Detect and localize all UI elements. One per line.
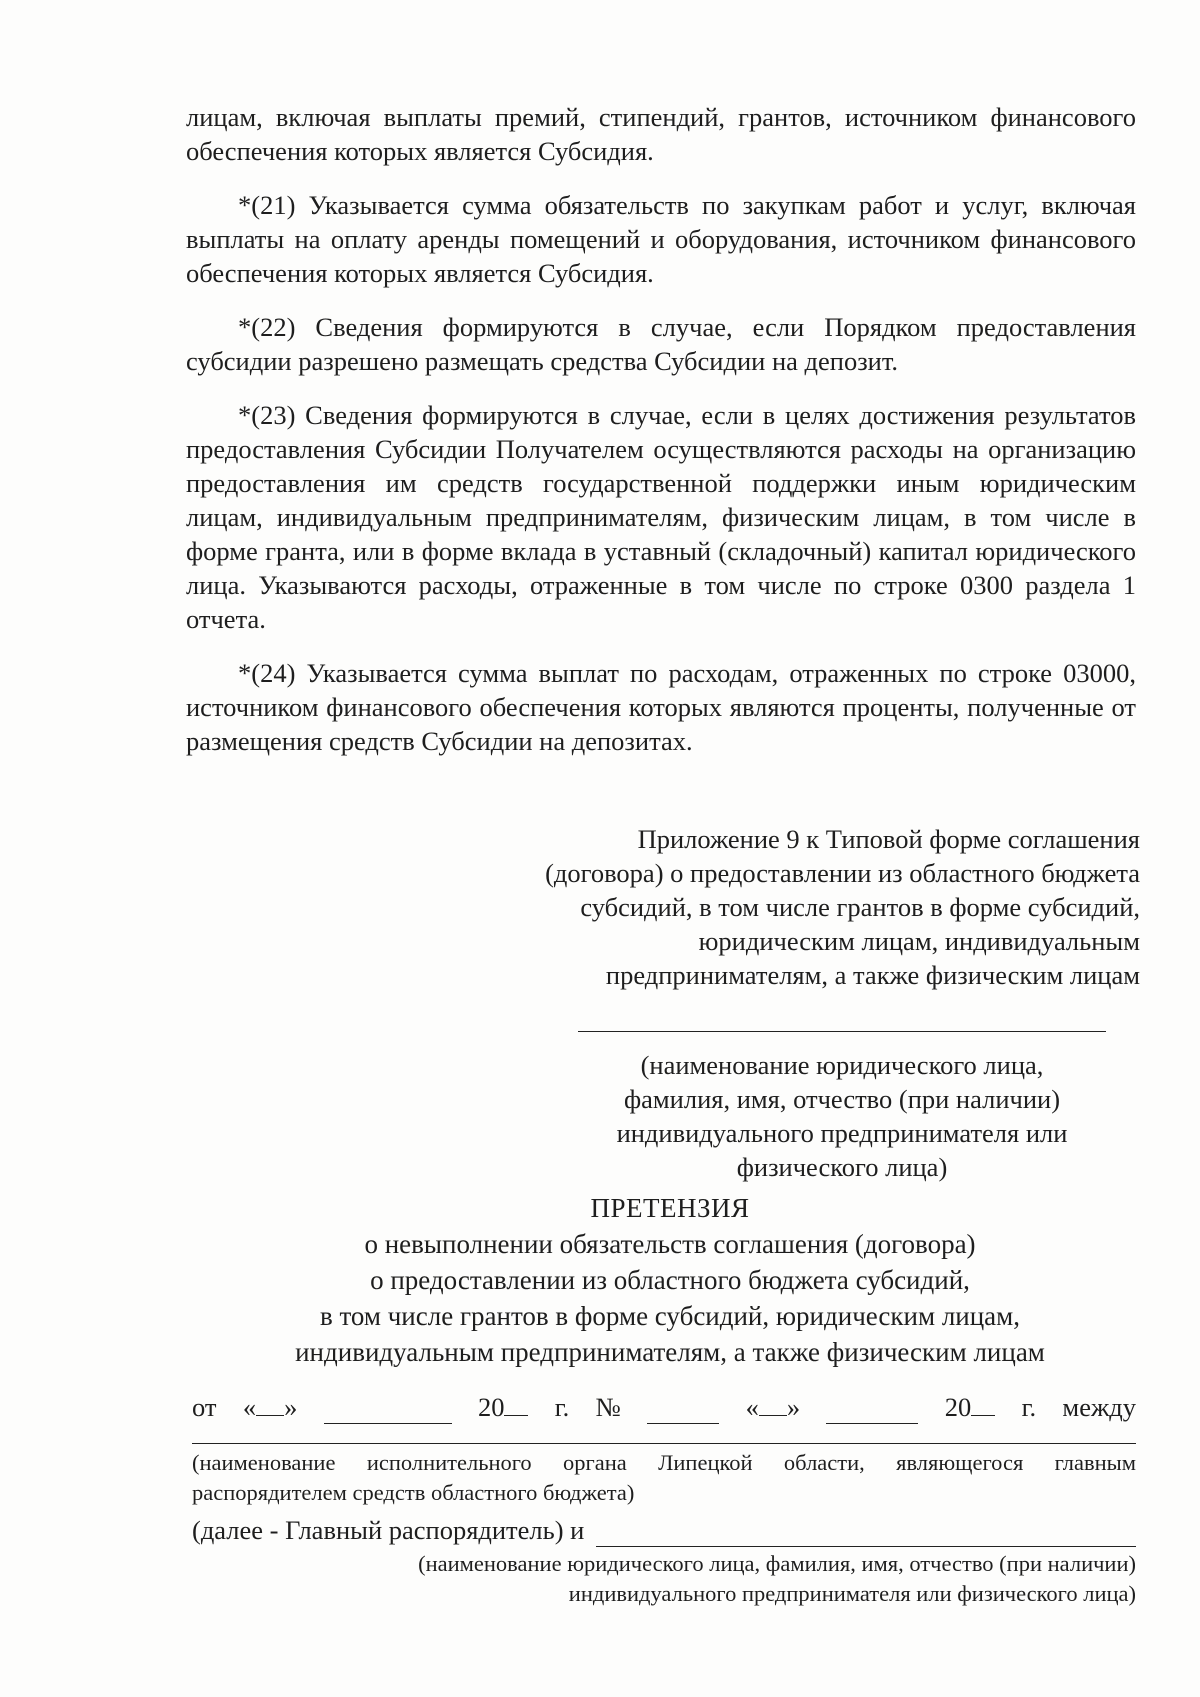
footnote-23: *(23) Сведения формируются в случае, если в целях достижения результатов предоставления Субсидии Получателем осуществляются расходы на организацию предоставления им средств государственной поддержки иным юридическим лицам, индивидуальным предпринимателям, физическим лицам, в том числе в форме гранта, или в форме вклада в уставный (складочный) капитал юридического лица. Указываются расходы, отраженные в том числе по строке 0300 раздела 1 отчета. bbox=[186, 400, 1136, 634]
quote-close: » bbox=[786, 1392, 801, 1422]
year-blank bbox=[504, 1391, 528, 1416]
claim-title bbox=[240, 1190, 1100, 1370]
year-prefix: 20 bbox=[944, 1392, 972, 1422]
year-blank bbox=[971, 1391, 995, 1416]
party-label: (далее - Главный распорядитель) и bbox=[192, 1515, 585, 1545]
year-field[interactable] bbox=[478, 1390, 529, 1424]
appendix-line: юридическим лицам, индивидуальным bbox=[698, 926, 1140, 956]
year-suffix-2: г. bbox=[1021, 1392, 1037, 1422]
recipient-name-line bbox=[578, 1031, 1106, 1032]
from-label: от bbox=[192, 1392, 217, 1422]
quote-close: » bbox=[284, 1392, 298, 1422]
footnote-24: *(24) Указывается сумма выплат по расходам, отраженных по строке 03000, источником финансового обеспечения которых являются проценты, полученные от размещения средств Субсидии на депозитах. bbox=[186, 658, 1136, 756]
quote-open: « bbox=[242, 1392, 257, 1422]
claim-heading: ПРЕТЕНЗИЯ bbox=[590, 1193, 750, 1223]
appendix-line: предпринимателям, а также физическим лицам bbox=[605, 960, 1140, 990]
party-row bbox=[192, 1513, 1136, 1547]
between-label: между bbox=[1062, 1392, 1136, 1422]
recipient-caption bbox=[578, 1048, 1106, 1184]
appendix-line: Приложение 9 к Типовой форме соглашения bbox=[637, 824, 1140, 854]
appendix-line: (договора) о предоставлении из областного бюджета bbox=[545, 858, 1140, 888]
recipient-caption-line: (наименование юридического лица, bbox=[640, 1050, 1044, 1080]
party-name-blank[interactable] bbox=[596, 1522, 1136, 1547]
day-field[interactable] bbox=[243, 1390, 298, 1424]
number-sign: № bbox=[595, 1392, 621, 1422]
claim-subtitle-line: индивидуальным предпринимателям, а также физическим лицам bbox=[295, 1337, 1045, 1367]
appendix-line: субсидий, в том числе грантов в форме субсидий, bbox=[580, 892, 1140, 922]
day-blank bbox=[759, 1391, 787, 1416]
appendix-header bbox=[440, 822, 1140, 992]
recipient-caption-line: физического лица) bbox=[736, 1152, 948, 1182]
claim-subtitle-line: о невыполнении обязательств соглашения (договора) bbox=[364, 1229, 976, 1259]
party-caption-line: (наименование юридического лица, фамилия, имя, отчество (при наличии) bbox=[418, 1551, 1136, 1576]
claim-subtitle-line: о предоставлении из областного бюджета субсидий, bbox=[370, 1265, 970, 1295]
year-suffix: г. bbox=[554, 1392, 570, 1422]
day-blank bbox=[256, 1391, 284, 1416]
footnote-21: *(21) Указывается сумма обязательств по закупкам работ и услуг, включая выплаты на оплату аренды помещений и оборудования, источником финансового обеспечения которых является Субсидия. bbox=[186, 190, 1136, 288]
footnote-20-continuation: лицам, включая выплаты премий, стипендий, грантов, источником финансового обеспечения которых является Субсидия. bbox=[186, 102, 1136, 166]
day-field-2[interactable] bbox=[746, 1390, 801, 1424]
authority-name-line[interactable] bbox=[192, 1443, 1136, 1444]
year-prefix: 20 bbox=[477, 1392, 505, 1422]
quote-open: « bbox=[745, 1392, 759, 1422]
footnote-22: *(22) Сведения формируются в случае, если Порядком предоставления субсидии разрешено размещать средства Субсидии на депозит. bbox=[186, 312, 1136, 376]
claim-subtitle-line: в том числе грантов в форме субсидий, юридическим лицам, bbox=[319, 1301, 1021, 1331]
recipient-caption-line: фамилия, имя, отчество (при наличии) bbox=[623, 1084, 1061, 1114]
date-number-row bbox=[192, 1390, 1136, 1424]
month-blank[interactable] bbox=[324, 1399, 452, 1424]
month-blank-2[interactable] bbox=[826, 1399, 918, 1424]
recipient-caption-line: индивидуального предпринимателя или bbox=[616, 1118, 1068, 1148]
year-field-2[interactable] bbox=[945, 1390, 996, 1424]
party-caption bbox=[336, 1549, 1136, 1609]
party-caption-line: индивидуального предпринимателя или физического лица) bbox=[568, 1581, 1136, 1606]
number-blank[interactable] bbox=[647, 1399, 719, 1424]
authority-caption: (наименование исполнительного органа Липецкой области, являющегося главным распорядителем средств областного бюджета) bbox=[192, 1450, 1136, 1505]
